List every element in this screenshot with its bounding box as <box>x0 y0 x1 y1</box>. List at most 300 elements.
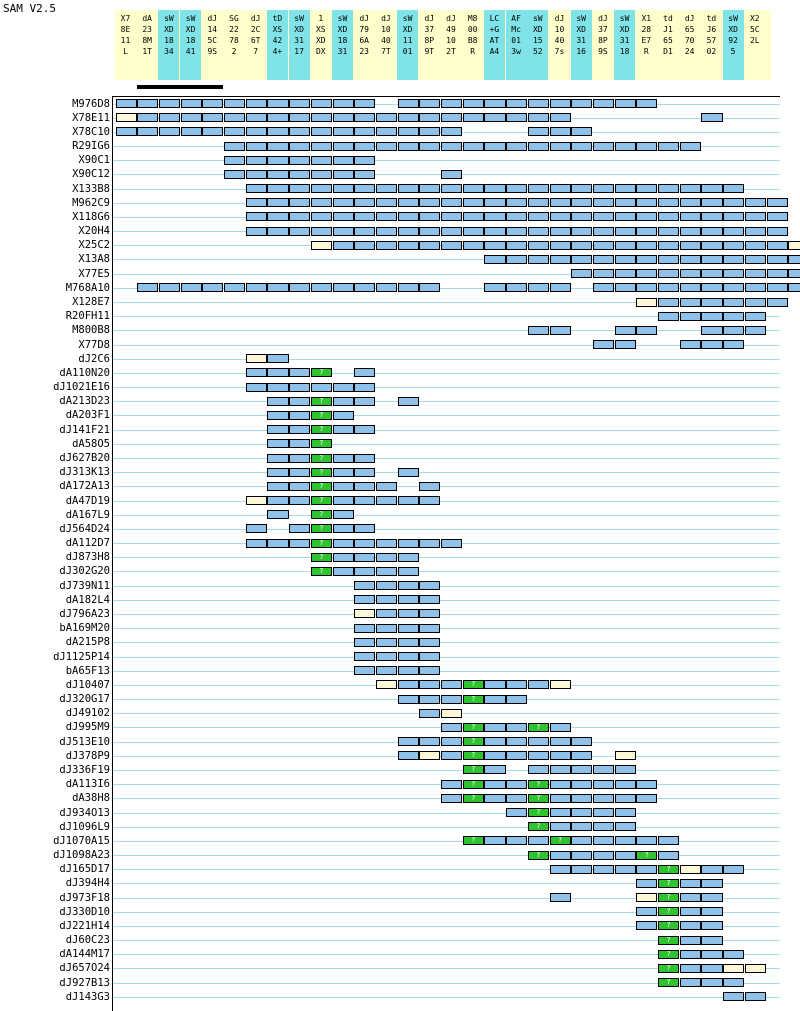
hit-cell-present[interactable] <box>376 198 397 207</box>
hit-cell-present[interactable] <box>701 212 722 221</box>
clone-label[interactable]: dJ10407 <box>65 678 110 691</box>
hit-cell-present[interactable] <box>289 368 310 377</box>
hit-cell-present[interactable] <box>354 454 375 463</box>
hit-cell-present[interactable] <box>528 99 549 108</box>
hit-cell-present[interactable] <box>506 212 527 221</box>
hit-cell-flagged[interactable]: ? <box>636 851 657 860</box>
hit-cell-present[interactable] <box>398 609 419 618</box>
hit-cell-present[interactable] <box>419 127 440 136</box>
hit-cell-present[interactable] <box>354 383 375 392</box>
hit-cell-present[interactable] <box>246 283 267 292</box>
hit-cell-present[interactable] <box>441 170 462 179</box>
hit-cell-present[interactable] <box>484 737 505 746</box>
hit-cell-present[interactable] <box>615 326 636 335</box>
hit-cell-present[interactable] <box>441 751 462 760</box>
hit-cell-present[interactable] <box>593 283 614 292</box>
hit-cell-present[interactable] <box>159 127 180 136</box>
hit-cell-present[interactable] <box>376 127 397 136</box>
hit-cell-present[interactable] <box>398 695 419 704</box>
hit-cell-present[interactable] <box>723 198 744 207</box>
hit-cell-present[interactable] <box>267 283 288 292</box>
hit-cell-present[interactable] <box>528 127 549 136</box>
hit-cell-present[interactable] <box>550 184 571 193</box>
hit-cell-present[interactable] <box>528 765 549 774</box>
hit-cell-present[interactable] <box>419 184 440 193</box>
hit-cell-present[interactable] <box>354 184 375 193</box>
hit-cell-present[interactable] <box>745 212 766 221</box>
hit-cell-present[interactable] <box>680 921 701 930</box>
hit-cell-present[interactable] <box>593 836 614 845</box>
hit-cell-present[interactable] <box>680 269 701 278</box>
hit-cell-present[interactable] <box>528 113 549 122</box>
hit-cell-present[interactable] <box>528 836 549 845</box>
hit-cell-present[interactable] <box>398 142 419 151</box>
hit-cell-present[interactable] <box>506 241 527 250</box>
hit-cell-present[interactable] <box>202 283 223 292</box>
hit-cell-flagged[interactable]: ? <box>658 893 679 902</box>
clone-label[interactable]: dJ1098A23 <box>53 849 110 862</box>
hit-cell-present[interactable] <box>745 312 766 321</box>
hit-cell-present[interactable] <box>550 822 571 831</box>
hit-cell-flagged[interactable]: ? <box>463 794 484 803</box>
hit-cell-present[interactable] <box>593 255 614 264</box>
hit-cell-present[interactable] <box>246 524 267 533</box>
hit-cell-present[interactable] <box>723 283 744 292</box>
hit-cell-present[interactable] <box>701 298 722 307</box>
hit-cell-present[interactable] <box>137 99 158 108</box>
clone-label[interactable]: X25C2 <box>78 239 110 252</box>
hit-cell-present[interactable] <box>289 283 310 292</box>
clone-label[interactable]: dA203F1 <box>65 409 110 422</box>
hit-cell-present[interactable] <box>658 198 679 207</box>
hit-cell-present[interactable] <box>354 666 375 675</box>
hit-cell-present[interactable] <box>571 212 592 221</box>
hit-cell-present[interactable] <box>398 198 419 207</box>
hit-cell-flagged[interactable]: ? <box>311 539 332 548</box>
marker-column[interactable]: X1 28 E7 R <box>641 14 652 56</box>
hit-cell-present[interactable] <box>615 255 636 264</box>
hit-cell-present[interactable] <box>289 127 310 136</box>
hit-cell-flagged[interactable]: ? <box>463 723 484 732</box>
hit-cell-flagged[interactable]: ? <box>311 411 332 420</box>
hit-cell-present[interactable] <box>354 397 375 406</box>
hit-cell-present[interactable] <box>311 142 332 151</box>
hit-cell-present[interactable] <box>181 127 202 136</box>
hit-cell-present[interactable] <box>289 383 310 392</box>
hit-cell-flagged[interactable]: ? <box>658 978 679 987</box>
hit-cell-present[interactable] <box>528 198 549 207</box>
hit-cell-present[interactable] <box>419 482 440 491</box>
hit-cell-present[interactable] <box>701 340 722 349</box>
hit-cell-present[interactable] <box>289 539 310 548</box>
hit-cell-present[interactable] <box>246 156 267 165</box>
hit-cell-present[interactable] <box>680 879 701 888</box>
hit-cell-present[interactable] <box>701 950 722 959</box>
hit-cell-present[interactable] <box>311 184 332 193</box>
hit-cell-present[interactable] <box>528 241 549 250</box>
hit-cell-present[interactable] <box>289 425 310 434</box>
hit-cell-present[interactable] <box>398 751 419 760</box>
hit-cell-present[interactable] <box>246 170 267 179</box>
hit-cell-present[interactable] <box>636 326 657 335</box>
clone-label[interactable]: dJ378P9 <box>65 749 110 762</box>
hit-cell-present[interactable] <box>246 539 267 548</box>
hit-cell-present[interactable] <box>267 510 288 519</box>
hit-cell-present[interactable] <box>680 907 701 916</box>
hit-cell-present[interactable] <box>354 553 375 562</box>
hit-cell-present[interactable] <box>333 397 354 406</box>
hit-cell-present[interactable] <box>267 354 288 363</box>
marker-column[interactable]: dJ 10 40 7T <box>381 14 391 56</box>
hit-cell-flagged[interactable]: ? <box>528 780 549 789</box>
hit-cell-present[interactable] <box>441 695 462 704</box>
marker-column[interactable]: sW XD 18 31 <box>332 10 353 80</box>
hit-cell-present[interactable] <box>636 227 657 236</box>
hit-cell-present[interactable] <box>745 269 766 278</box>
hit-cell-present[interactable] <box>484 836 505 845</box>
hit-cell-present[interactable] <box>506 255 527 264</box>
hit-cell-present[interactable] <box>615 822 636 831</box>
hit-cell-weak[interactable] <box>419 751 440 760</box>
hit-cell-present[interactable] <box>615 241 636 250</box>
hit-cell-present[interactable] <box>767 255 788 264</box>
hit-cell-present[interactable] <box>267 496 288 505</box>
hit-cell-present[interactable] <box>571 99 592 108</box>
hit-cell-present[interactable] <box>398 184 419 193</box>
hit-cell-present[interactable] <box>267 411 288 420</box>
hit-cell-present[interactable] <box>550 865 571 874</box>
hit-cell-present[interactable] <box>571 142 592 151</box>
hit-cell-present[interactable] <box>636 142 657 151</box>
hit-cell-present[interactable] <box>788 269 800 278</box>
hit-cell-present[interactable] <box>528 680 549 689</box>
hit-cell-present[interactable] <box>571 794 592 803</box>
hit-cell-present[interactable] <box>419 680 440 689</box>
hit-cell-present[interactable] <box>701 326 722 335</box>
hit-cell-present[interactable] <box>333 127 354 136</box>
hit-cell-present[interactable] <box>788 255 800 264</box>
marker-column[interactable]: dJ 49 10 2T <box>446 14 456 56</box>
hit-cell-present[interactable] <box>658 255 679 264</box>
hit-cell-present[interactable] <box>267 127 288 136</box>
hit-cell-present[interactable] <box>333 184 354 193</box>
hit-cell-present[interactable] <box>571 822 592 831</box>
marker-column[interactable]: 1 XS XD DX <box>315 14 326 56</box>
hit-cell-present[interactable] <box>289 227 310 236</box>
hit-cell-present[interactable] <box>376 553 397 562</box>
hit-cell-flagged[interactable]: ? <box>311 425 332 434</box>
hit-cell-present[interactable] <box>636 879 657 888</box>
clone-label[interactable]: dJ1021E16 <box>53 381 110 394</box>
hit-cell-present[interactable] <box>267 539 288 548</box>
hit-cell-present[interactable] <box>159 283 180 292</box>
hit-cell-present[interactable] <box>550 723 571 732</box>
hit-cell-present[interactable] <box>506 227 527 236</box>
marker-column[interactable]: sW XD 15 52 <box>527 10 548 80</box>
hit-cell-present[interactable] <box>615 780 636 789</box>
hit-cell-present[interactable] <box>333 170 354 179</box>
hit-cell-present[interactable] <box>723 950 744 959</box>
hit-cell-present[interactable] <box>398 595 419 604</box>
hit-cell-present[interactable] <box>463 113 484 122</box>
hit-cell-present[interactable] <box>376 283 397 292</box>
hit-cell-present[interactable] <box>636 212 657 221</box>
hit-cell-present[interactable] <box>354 283 375 292</box>
hit-cell-present[interactable] <box>376 496 397 505</box>
hit-cell-present[interactable] <box>441 227 462 236</box>
hit-cell-present[interactable] <box>528 227 549 236</box>
hit-cell-present[interactable] <box>550 142 571 151</box>
marker-column[interactable]: LC +G AT A4 <box>484 10 505 80</box>
hit-cell-flagged[interactable]: ? <box>528 723 549 732</box>
hit-cell-present[interactable] <box>333 567 354 576</box>
clone-label[interactable]: M768A10 <box>65 281 110 294</box>
hit-cell-present[interactable] <box>550 326 571 335</box>
hit-cell-present[interactable] <box>181 113 202 122</box>
marker-column[interactable]: dJ 2C 6T 7 <box>250 14 261 56</box>
clone-label[interactable]: X90C1 <box>78 154 110 167</box>
hit-cell-present[interactable] <box>246 227 267 236</box>
hit-cell-weak[interactable] <box>723 964 744 973</box>
hit-cell-present[interactable] <box>246 368 267 377</box>
hit-cell-flagged[interactable]: ? <box>463 737 484 746</box>
hit-cell-present[interactable] <box>246 127 267 136</box>
marker-column[interactable]: dJ 65 70 24 <box>684 14 695 56</box>
hit-cell-weak[interactable] <box>680 865 701 874</box>
hit-cell-present[interactable] <box>463 184 484 193</box>
hit-cell-flagged[interactable]: ? <box>311 439 332 448</box>
hit-cell-present[interactable] <box>550 212 571 221</box>
clone-label[interactable]: dJ1096L9 <box>59 820 110 833</box>
hit-cell-present[interactable] <box>289 496 310 505</box>
hit-cell-flagged[interactable]: ? <box>658 921 679 930</box>
hit-cell-weak[interactable] <box>788 241 800 250</box>
hit-cell-present[interactable] <box>680 893 701 902</box>
hit-cell-present[interactable] <box>354 127 375 136</box>
hit-cell-present[interactable] <box>354 368 375 377</box>
hit-cell-present[interactable] <box>506 794 527 803</box>
hit-cell-present[interactable] <box>745 326 766 335</box>
hit-cell-present[interactable] <box>441 127 462 136</box>
hit-cell-present[interactable] <box>701 879 722 888</box>
hit-cell-present[interactable] <box>333 212 354 221</box>
hit-cell-present[interactable] <box>701 907 722 916</box>
hit-cell-present[interactable] <box>376 482 397 491</box>
hit-cell-present[interactable] <box>441 780 462 789</box>
hit-cell-present[interactable] <box>398 397 419 406</box>
hit-cell-present[interactable] <box>528 255 549 264</box>
hit-cell-present[interactable] <box>528 751 549 760</box>
hit-cell-present[interactable] <box>484 695 505 704</box>
clone-label[interactable]: X133B8 <box>72 182 110 195</box>
hit-cell-flagged[interactable]: ? <box>658 907 679 916</box>
hit-cell-present[interactable] <box>419 638 440 647</box>
hit-cell-present[interactable] <box>593 227 614 236</box>
marker-column[interactable]: dJ 37 8P 9T <box>424 14 435 56</box>
marker-column[interactable]: dJ 37 8P 9S <box>598 14 608 56</box>
hit-cell-present[interactable] <box>354 99 375 108</box>
hit-cell-present[interactable] <box>767 212 788 221</box>
hit-cell-flagged[interactable]: ? <box>311 397 332 406</box>
hit-cell-present[interactable] <box>484 680 505 689</box>
hit-cell-present[interactable] <box>767 227 788 236</box>
hit-cell-present[interactable] <box>484 780 505 789</box>
hit-cell-present[interactable] <box>550 113 571 122</box>
clone-label[interactable]: dJ657O24 <box>59 962 110 975</box>
hit-cell-present[interactable] <box>116 99 137 108</box>
hit-cell-present[interactable] <box>571 851 592 860</box>
hit-cell-weak[interactable] <box>636 893 657 902</box>
hit-cell-present[interactable] <box>419 283 440 292</box>
clone-label[interactable]: dJ336F19 <box>59 763 110 776</box>
hit-cell-present[interactable] <box>224 156 245 165</box>
hit-cell-present[interactable] <box>593 198 614 207</box>
hit-cell-present[interactable] <box>354 425 375 434</box>
hit-cell-present[interactable] <box>398 99 419 108</box>
hit-cell-present[interactable] <box>701 312 722 321</box>
hit-cell-present[interactable] <box>615 269 636 278</box>
hit-cell-present[interactable] <box>593 765 614 774</box>
marker-column[interactable]: sW XD 31 16 <box>571 10 592 80</box>
hit-cell-present[interactable] <box>398 496 419 505</box>
hit-cell-present[interactable] <box>506 695 527 704</box>
hit-cell-present[interactable] <box>289 184 310 193</box>
hit-cell-present[interactable] <box>398 113 419 122</box>
hit-cell-present[interactable] <box>571 241 592 250</box>
hit-cell-present[interactable] <box>767 198 788 207</box>
hit-cell-present[interactable] <box>311 170 332 179</box>
hit-cell-present[interactable] <box>376 609 397 618</box>
hit-cell-present[interactable] <box>615 340 636 349</box>
hit-cell-present[interactable] <box>550 99 571 108</box>
hit-cell-flagged[interactable]: ? <box>311 368 332 377</box>
hit-cell-present[interactable] <box>333 411 354 420</box>
hit-cell-flagged[interactable]: ? <box>311 468 332 477</box>
clone-label[interactable]: dA213D23 <box>59 395 110 408</box>
hit-cell-present[interactable] <box>550 780 571 789</box>
hit-cell-present[interactable] <box>246 113 267 122</box>
hit-cell-present[interactable] <box>723 340 744 349</box>
hit-cell-present[interactable] <box>419 142 440 151</box>
hit-cell-present[interactable] <box>701 255 722 264</box>
hit-cell-present[interactable] <box>289 198 310 207</box>
hit-cell-flagged[interactable]: ? <box>463 680 484 689</box>
hit-cell-present[interactable] <box>701 921 722 930</box>
hit-cell-present[interactable] <box>441 794 462 803</box>
hit-cell-present[interactable] <box>484 142 505 151</box>
hit-cell-present[interactable] <box>571 765 592 774</box>
hit-cell-present[interactable] <box>398 581 419 590</box>
hit-cell-present[interactable] <box>484 723 505 732</box>
hit-cell-present[interactable] <box>289 156 310 165</box>
hit-cell-present[interactable] <box>550 794 571 803</box>
hit-cell-weak[interactable] <box>246 496 267 505</box>
hit-cell-weak[interactable] <box>354 609 375 618</box>
hit-cell-present[interactable] <box>484 255 505 264</box>
marker-column[interactable]: dJ 10 40 7s <box>554 14 565 56</box>
hit-cell-present[interactable] <box>224 113 245 122</box>
hit-cell-present[interactable] <box>701 283 722 292</box>
hit-cell-present[interactable] <box>354 496 375 505</box>
hit-cell-present[interactable] <box>615 865 636 874</box>
hit-cell-present[interactable] <box>571 255 592 264</box>
hit-cell-present[interactable] <box>289 411 310 420</box>
clone-label[interactable]: dJ564D24 <box>59 522 110 535</box>
hit-cell-present[interactable] <box>267 482 288 491</box>
hit-cell-present[interactable] <box>246 142 267 151</box>
hit-cell-present[interactable] <box>680 142 701 151</box>
hit-cell-present[interactable] <box>441 680 462 689</box>
hit-cell-present[interactable] <box>658 298 679 307</box>
clone-label[interactable]: dJ60C23 <box>65 934 110 947</box>
hit-cell-present[interactable] <box>289 212 310 221</box>
hit-cell-present[interactable] <box>376 241 397 250</box>
hit-cell-present[interactable] <box>463 198 484 207</box>
clone-label[interactable]: dA215P8 <box>65 636 110 649</box>
hit-cell-present[interactable] <box>528 212 549 221</box>
hit-cell-present[interactable] <box>311 212 332 221</box>
hit-cell-present[interactable] <box>289 454 310 463</box>
hit-cell-present[interactable] <box>745 283 766 292</box>
hit-cell-present[interactable] <box>333 524 354 533</box>
hit-cell-present[interactable] <box>398 638 419 647</box>
marker-column[interactable]: X7 8E 11 L <box>120 14 131 56</box>
hit-cell-present[interactable] <box>571 780 592 789</box>
marker-column[interactable]: AF Mc 01 3w <box>506 10 527 80</box>
hit-cell-present[interactable] <box>701 936 722 945</box>
hit-cell-present[interactable] <box>615 227 636 236</box>
hit-cell-present[interactable] <box>680 283 701 292</box>
hit-cell-flagged[interactable]: ? <box>550 836 571 845</box>
hit-cell-present[interactable] <box>354 113 375 122</box>
hit-cell-flagged[interactable]: ? <box>463 695 484 704</box>
marker-column[interactable]: sW XD 92 5 <box>723 10 744 80</box>
hit-cell-present[interactable] <box>593 340 614 349</box>
hit-cell-present[interactable] <box>463 227 484 236</box>
hit-cell-flagged[interactable]: ? <box>311 553 332 562</box>
hit-cell-present[interactable] <box>202 113 223 122</box>
hit-cell-present[interactable] <box>723 312 744 321</box>
hit-cell-present[interactable] <box>267 425 288 434</box>
hit-cell-present[interactable] <box>571 269 592 278</box>
hit-cell-present[interactable] <box>484 227 505 236</box>
hit-cell-present[interactable] <box>484 794 505 803</box>
hit-cell-present[interactable] <box>333 198 354 207</box>
hit-cell-present[interactable] <box>528 142 549 151</box>
hit-cell-present[interactable] <box>550 751 571 760</box>
hit-cell-present[interactable] <box>506 198 527 207</box>
hit-cell-present[interactable] <box>767 269 788 278</box>
hit-cell-present[interactable] <box>333 425 354 434</box>
hit-cell-present[interactable] <box>159 99 180 108</box>
hit-cell-present[interactable] <box>398 127 419 136</box>
clone-label[interactable]: dJ927B13 <box>59 976 110 989</box>
clone-label[interactable]: dJ165D17 <box>59 863 110 876</box>
hit-cell-present[interactable] <box>636 907 657 916</box>
hit-cell-present[interactable] <box>615 212 636 221</box>
hit-cell-present[interactable] <box>311 198 332 207</box>
hit-cell-present[interactable] <box>593 99 614 108</box>
hit-cell-present[interactable] <box>636 780 657 789</box>
hit-cell-present[interactable] <box>419 99 440 108</box>
hit-cell-present[interactable] <box>658 283 679 292</box>
hit-cell-present[interactable] <box>289 142 310 151</box>
hit-cell-present[interactable] <box>636 794 657 803</box>
clone-label[interactable]: dA182L4 <box>65 593 110 606</box>
marker-column[interactable]: M8 00 B8 R <box>467 14 478 56</box>
hit-cell-present[interactable] <box>398 680 419 689</box>
hit-cell-present[interactable] <box>267 454 288 463</box>
